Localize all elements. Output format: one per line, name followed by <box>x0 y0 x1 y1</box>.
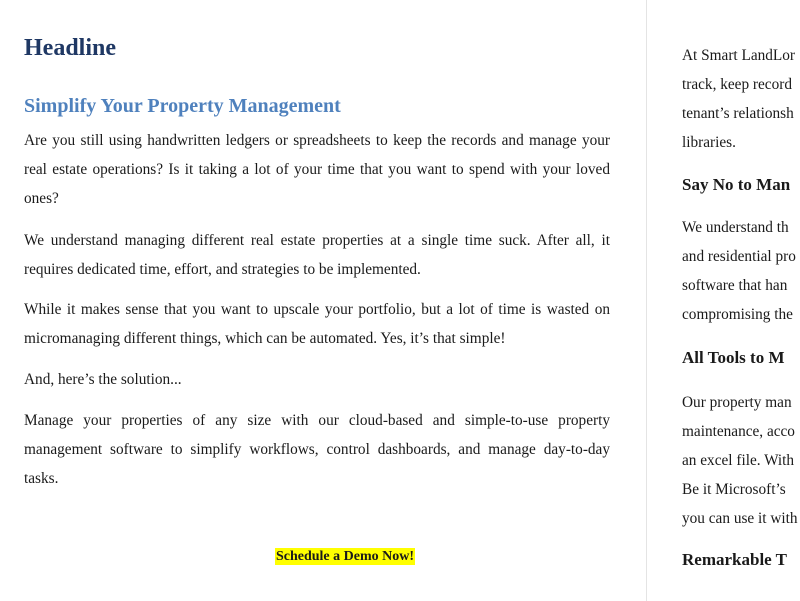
subheadline: Simplify Your Property Management <box>24 95 341 117</box>
schedule-demo-link[interactable]: Schedule a Demo Now! <box>275 549 415 564</box>
text-line: maintenance, acco <box>682 423 795 440</box>
section-heading-remarkable: Remarkable T <box>682 550 787 569</box>
page-title: Headline <box>24 35 117 61</box>
paragraph-solution: Manage your properties of any size with our cloud-based and simple-to-use property management software to simplify workflows, control dashboards, and manage day-to-day tasks. <box>24 412 610 487</box>
section-heading-say-no: Say No to Man <box>682 175 791 194</box>
text-line: compromising the <box>682 306 793 323</box>
cta-container <box>0 547 690 566</box>
right-intro-paragraph <box>682 41 800 157</box>
text-line: At Smart LandLor <box>682 47 796 64</box>
text-line: We understand th <box>682 219 789 236</box>
paragraph-solution-lead: And, here’s the solution... <box>24 371 182 388</box>
document-page-right <box>647 0 800 601</box>
paragraph-upscale: While it makes sense that you want to upscale your portfolio, but a lot of time is wasted on micromanaging different things, which can be automated. Yes, it’s that simple! <box>24 301 610 347</box>
text-line: track, keep record <box>682 76 792 93</box>
text-line: an excel file. With <box>682 452 795 469</box>
text-line: tenant’s relationsh <box>682 105 794 122</box>
text-line: Our property man <box>682 394 792 411</box>
text-line: and residential pro <box>682 248 796 265</box>
text-line: Be it Microsoft’s <box>682 481 786 498</box>
text-line: libraries. <box>682 134 736 151</box>
paragraph-understanding: We understand managing different real estate properties at a single time suck. After all, it requires dedicated time, effort, and strategies to be implemented. <box>24 232 610 278</box>
right-section-1-paragraph <box>682 213 800 329</box>
right-section-2-paragraph <box>682 388 800 533</box>
text-line: software that han <box>682 277 788 294</box>
text-line: you can use it with <box>682 510 798 527</box>
section-heading-all-tools: All Tools to M <box>682 348 785 367</box>
paragraph-intro: Are you still using handwritten ledgers or spreadsheets to keep the records and manage your real estate operations? Is it taking a lot of your time that you want to spend with your loved ones? <box>24 132 610 207</box>
